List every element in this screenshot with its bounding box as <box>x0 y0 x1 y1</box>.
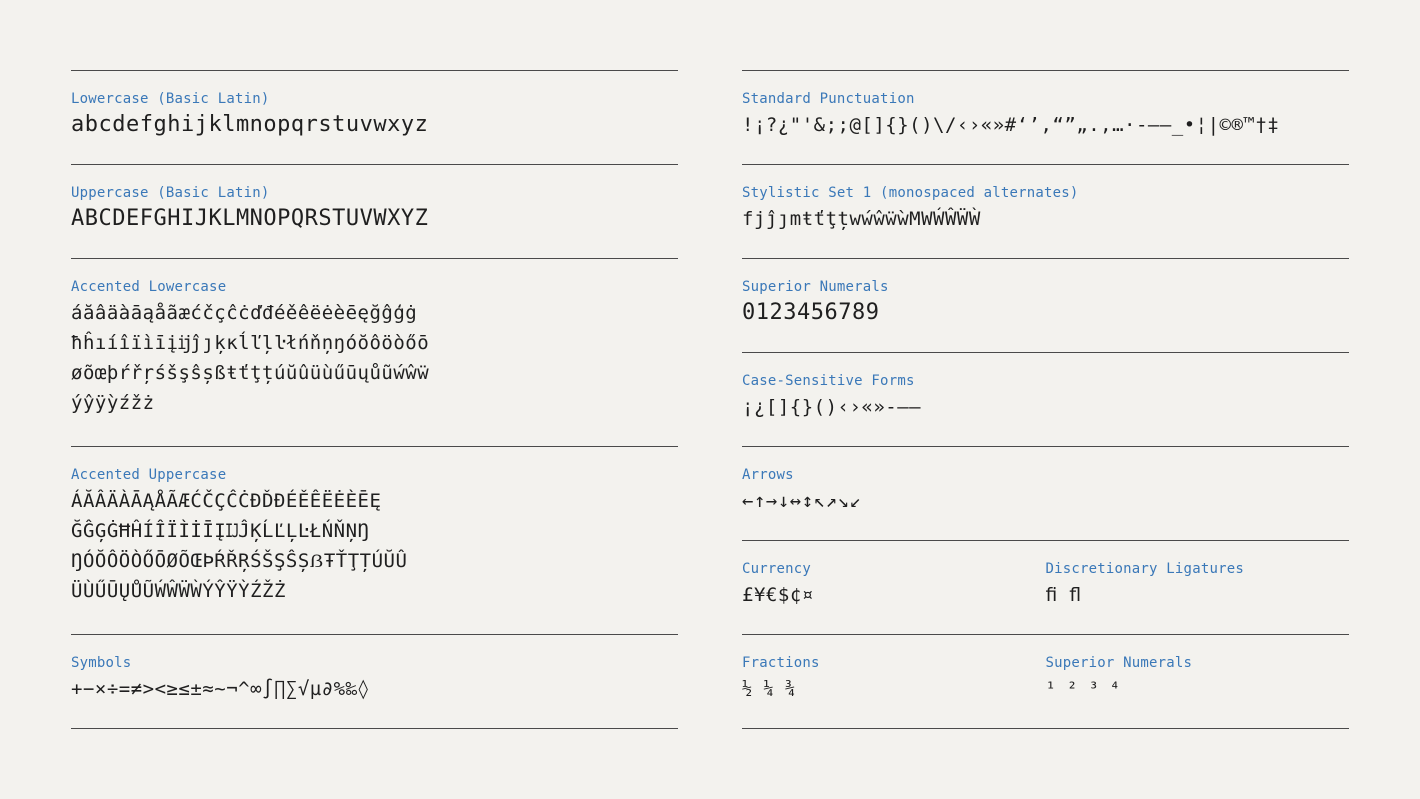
section-accented-uppercase <box>71 446 678 634</box>
section-label: Case-Sensitive Forms <box>742 373 915 389</box>
glyph-row: ŊÓŎÔÖÒŐŌØÕŒÞŔŘŖŚŠŞŜȘẞŦŤŢȚÚŬÛ <box>71 550 408 572</box>
right-column <box>742 70 1349 729</box>
glyph-row: ←↑→↓↔↕↖↗↘↙ <box>742 490 862 512</box>
glyph-row: ħĥıíîïìīįĳĵȷķĸĺľļŀłńňņŋóŏôöòőō <box>71 332 430 354</box>
section-label: Standard Punctuation <box>742 91 915 107</box>
glyph-row: £¥€$¢¤ <box>742 584 814 606</box>
ligatures-block <box>1046 561 1350 610</box>
glyph-row: ¹ ² ³ ⁴ <box>1045 679 1121 699</box>
glyph-row: øõœþŕřŗśšşŝșßŧťţțúŭûüùűūųůũẃŵẅ <box>71 362 430 384</box>
glyph-row: ÜÙŰŪŲŮŨẂŴẄẀÝŶŸỲŹŽŻ <box>71 580 286 602</box>
glyph-row: abcdefghijklmnopqrstuvwxyz <box>71 112 429 137</box>
glyph-row: ýŷÿỳźžż <box>71 392 155 414</box>
section-label: Lowercase (Basic Latin) <box>71 91 270 107</box>
section-accented-lowercase <box>71 258 678 446</box>
glyph-block <box>71 486 678 606</box>
section-label: Fractions <box>742 655 820 671</box>
glyph-row: +−×÷=≠><≥≤±≈~¬^∞∫∏∑√µ∂%‰◊ <box>71 678 370 700</box>
fractions-block <box>742 655 1046 704</box>
section-label: Uppercase (Basic Latin) <box>71 185 270 201</box>
section-currency-ligatures <box>742 540 1349 634</box>
section-fractions-superiors <box>742 634 1349 729</box>
section-case-sensitive-forms <box>742 352 1349 446</box>
glyph-row: ¡¿[]{}()‹›«»-–— <box>742 396 922 418</box>
glyph-row: ½ ¼ ¾ <box>742 679 796 699</box>
currency-block <box>742 561 1046 610</box>
glyph-row: ﬁ ﬂ <box>1045 584 1082 606</box>
split-row <box>742 561 1349 610</box>
glyph-row: fjĵȷmŧťţțwẃŵẅẁMWẂŴẄẀ <box>742 208 981 230</box>
section-label: Superior Numerals <box>1045 655 1193 671</box>
section-label: Arrows <box>742 467 794 483</box>
glyph-row: áăâäàāąåãæćčçĉċďđéěêëėèēęğĝģġ <box>71 302 418 324</box>
glyph-row: !¡?¿"'&;;@[]{}()\/‹›«»#‘’‚“”„.,…·-–—_•¦|©®™†‡ <box>742 114 1280 136</box>
glyph-row: ĞĜĢĠĦĤÍÎÏÌİĪĮĲĴĶĹĽĻĿŁŃŇŅŊ <box>71 520 370 542</box>
section-label: Superior Numerals <box>742 279 889 295</box>
section-superior-numerals <box>742 258 1349 352</box>
section-standard-punctuation <box>742 70 1349 164</box>
glyph-row: ABCDEFGHIJKLMNOPQRSTUVWXYZ <box>71 206 429 231</box>
section-stylistic-set <box>742 164 1349 258</box>
section-label: Stylistic Set 1 (monospaced alternates) <box>742 185 1079 201</box>
section-label: Accented Lowercase <box>71 279 227 295</box>
glyph-block <box>71 298 678 418</box>
glyph-row: ÁĂÂÄÀĀĄÅÃÆĆČÇĈĊĐĎĐÉĚÊËĖÈĒĘ <box>71 490 382 512</box>
section-lowercase <box>71 70 678 164</box>
section-label: Discretionary Ligatures <box>1045 561 1244 577</box>
section-label: Symbols <box>71 655 132 671</box>
section-label: Accented Uppercase <box>71 467 227 483</box>
section-label: Currency <box>742 561 812 577</box>
glyph-row: 0123456789 <box>742 300 880 325</box>
section-symbols <box>71 634 678 729</box>
section-uppercase <box>71 164 678 258</box>
section-arrows <box>742 446 1349 540</box>
split-row <box>742 655 1349 704</box>
left-column <box>71 70 678 729</box>
superior-numerals-block <box>1046 655 1350 704</box>
